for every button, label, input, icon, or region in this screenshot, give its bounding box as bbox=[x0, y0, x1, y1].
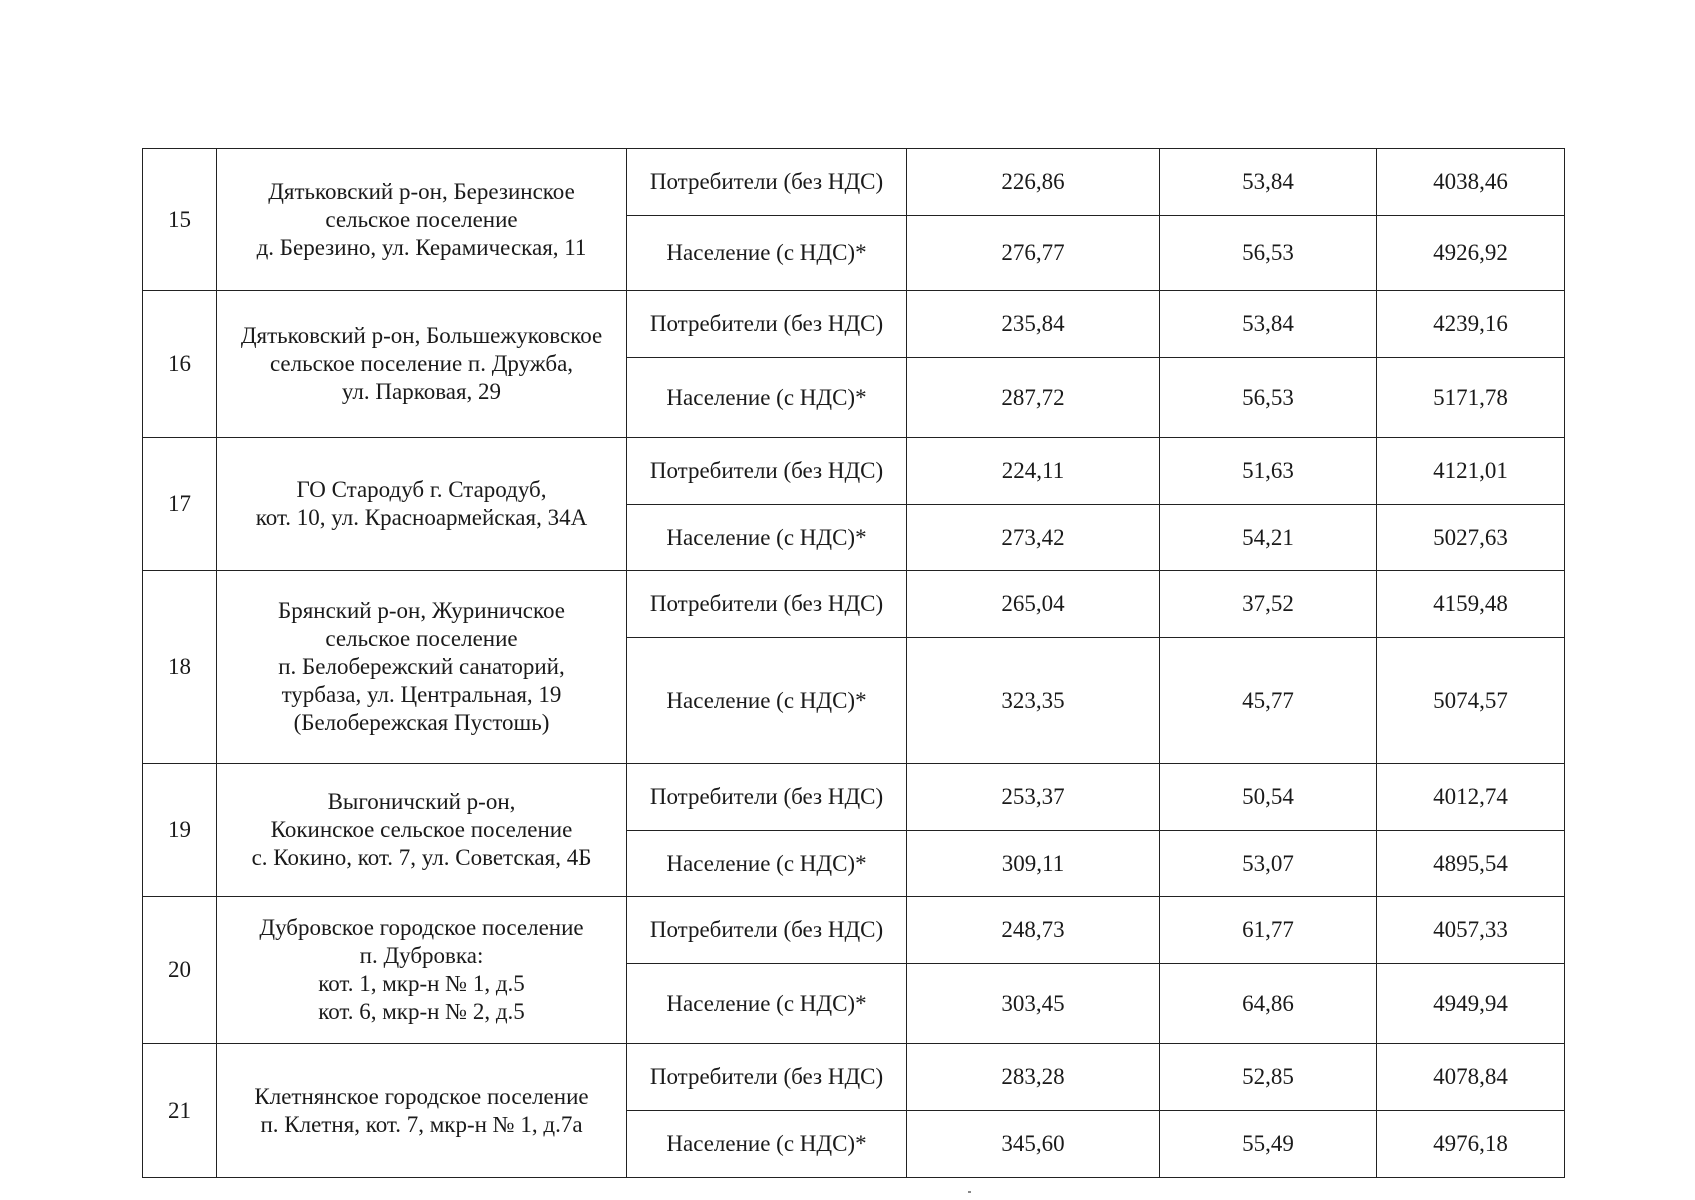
address-line: сельское поселение bbox=[325, 206, 518, 232]
value-cell: 4121,01 bbox=[1377, 438, 1565, 505]
category-population: Население (с НДС)* bbox=[627, 831, 907, 897]
category-consumers: Потребители (без НДС) bbox=[627, 291, 907, 358]
address-line: д. Березино, ул. Керамическая, 11 bbox=[256, 234, 587, 260]
address-cell bbox=[217, 1044, 627, 1178]
category-consumers: Потребители (без НДС) bbox=[627, 764, 907, 831]
row-number: 19 bbox=[143, 764, 217, 897]
address-cell bbox=[217, 438, 627, 571]
value-cell: 345,60 bbox=[907, 1111, 1160, 1178]
value-cell: 265,04 bbox=[907, 571, 1160, 638]
tariff-table-body bbox=[143, 149, 1565, 1178]
table-row bbox=[143, 1044, 1565, 1111]
value-cell: 54,21 bbox=[1160, 505, 1377, 571]
value-cell: 303,45 bbox=[907, 964, 1160, 1044]
value-cell: 45,77 bbox=[1160, 638, 1377, 764]
value-cell: 224,11 bbox=[907, 438, 1160, 505]
table-row bbox=[143, 764, 1565, 831]
tariff-table-container bbox=[142, 148, 1564, 1178]
value-cell: 4926,92 bbox=[1377, 216, 1565, 291]
table-row bbox=[143, 897, 1565, 964]
table-row bbox=[143, 291, 1565, 358]
row-number: 15 bbox=[143, 149, 217, 291]
value-cell: 235,84 bbox=[907, 291, 1160, 358]
value-cell: 4976,18 bbox=[1377, 1111, 1565, 1178]
table-row bbox=[143, 149, 1565, 216]
value-cell: 61,77 bbox=[1160, 897, 1377, 964]
value-cell: 50,54 bbox=[1160, 764, 1377, 831]
value-cell: 248,73 bbox=[907, 897, 1160, 964]
value-cell: 56,53 bbox=[1160, 358, 1377, 438]
value-cell: 51,63 bbox=[1160, 438, 1377, 505]
value-cell: 55,49 bbox=[1160, 1111, 1377, 1178]
category-population: Население (с НДС)* bbox=[627, 638, 907, 764]
row-number: 18 bbox=[143, 571, 217, 764]
value-cell: 4159,48 bbox=[1377, 571, 1565, 638]
address-cell bbox=[217, 571, 627, 764]
value-cell: 273,42 bbox=[907, 505, 1160, 571]
value-cell: 5074,57 bbox=[1377, 638, 1565, 764]
value-cell: 5027,63 bbox=[1377, 505, 1565, 571]
category-consumers: Потребители (без НДС) bbox=[627, 897, 907, 964]
value-cell: 309,11 bbox=[907, 831, 1160, 897]
address-line: кот. 1, мкр-н № 1, д.5 bbox=[318, 971, 525, 996]
address-cell bbox=[217, 291, 627, 438]
value-cell: 226,86 bbox=[907, 149, 1160, 216]
tariff-table bbox=[142, 148, 1565, 1178]
table-row bbox=[143, 571, 1565, 638]
address-cell bbox=[217, 149, 627, 291]
address-line: Клетнянское городское поселение bbox=[254, 1083, 589, 1109]
category-consumers: Потребители (без НДС) bbox=[627, 149, 907, 216]
category-consumers: Потребители (без НДС) bbox=[627, 1044, 907, 1111]
value-cell: 4078,84 bbox=[1377, 1044, 1565, 1111]
address-line: (Белобережская Пустошь) bbox=[293, 710, 550, 735]
address-line: Дятьковский р-он, Большежуковское bbox=[240, 323, 603, 348]
value-cell: 4038,46 bbox=[1377, 149, 1565, 216]
value-cell: 323,35 bbox=[907, 638, 1160, 764]
value-cell: 5171,78 bbox=[1377, 358, 1565, 438]
row-number: 21 bbox=[143, 1044, 217, 1178]
address-line: ГО Стародуб г. Стародуб, bbox=[296, 477, 547, 502]
category-population: Население (с НДС)* bbox=[627, 358, 907, 438]
value-cell: 4895,54 bbox=[1377, 831, 1565, 897]
row-number: 16 bbox=[143, 291, 217, 438]
value-cell: 53,84 bbox=[1160, 291, 1377, 358]
address-line: сельское поселение bbox=[325, 626, 518, 651]
address-line: кот. 10, ул. Красноармейская, 34А bbox=[255, 505, 588, 530]
value-cell: 276,77 bbox=[907, 216, 1160, 291]
address-line: Дятьковский р-он, Березинское bbox=[268, 178, 575, 204]
value-cell: 53,84 bbox=[1160, 149, 1377, 216]
value-cell: 56,53 bbox=[1160, 216, 1377, 291]
address-line: Брянский р-он, Журиничское bbox=[278, 598, 565, 623]
value-cell: 64,86 bbox=[1160, 964, 1377, 1044]
value-cell: 37,52 bbox=[1160, 571, 1377, 638]
category-consumers: Потребители (без НДС) bbox=[627, 571, 907, 638]
address-line: Кокинское сельское поселение bbox=[270, 817, 573, 842]
value-cell: 4949,94 bbox=[1377, 964, 1565, 1044]
address-line: п. Клетня, кот. 7, мкр-н № 1, д.7а bbox=[260, 1111, 583, 1137]
value-cell: 4012,74 bbox=[1377, 764, 1565, 831]
value-cell: 283,28 bbox=[907, 1044, 1160, 1111]
address-line: кот. 6, мкр-н № 2, д.5 bbox=[318, 999, 525, 1024]
category-population: Население (с НДС)* bbox=[627, 216, 907, 291]
value-cell: 287,72 bbox=[907, 358, 1160, 438]
value-cell: 53,07 bbox=[1160, 831, 1377, 897]
address-line: п. Дубровка: bbox=[359, 943, 484, 968]
row-number: 20 bbox=[143, 897, 217, 1044]
row-number: 17 bbox=[143, 438, 217, 571]
address-line: ул. Парковая, 29 bbox=[341, 379, 502, 404]
table-row bbox=[143, 438, 1565, 505]
address-line: турбаза, ул. Центральная, 19 bbox=[281, 682, 562, 707]
address-line: Выгоничский р-он, bbox=[327, 789, 516, 814]
address-line: Дубровское городское поселение bbox=[259, 915, 584, 940]
value-cell: 253,37 bbox=[907, 764, 1160, 831]
category-population: Население (с НДС)* bbox=[627, 1111, 907, 1178]
value-cell: 4239,16 bbox=[1377, 291, 1565, 358]
address-cell bbox=[217, 897, 627, 1044]
category-population: Население (с НДС)* bbox=[627, 964, 907, 1044]
value-cell: 52,85 bbox=[1160, 1044, 1377, 1111]
value-cell: 4057,33 bbox=[1377, 897, 1565, 964]
scan-speck bbox=[968, 1191, 971, 1193]
address-line: с. Кокино, кот. 7, ул. Советская, 4Б bbox=[251, 845, 592, 870]
address-line: сельское поселение п. Дружба, bbox=[269, 351, 574, 376]
address-line: п. Белобережский санаторий, bbox=[278, 654, 565, 679]
category-population: Население (с НДС)* bbox=[627, 505, 907, 571]
category-consumers: Потребители (без НДС) bbox=[627, 438, 907, 505]
address-cell bbox=[217, 764, 627, 897]
